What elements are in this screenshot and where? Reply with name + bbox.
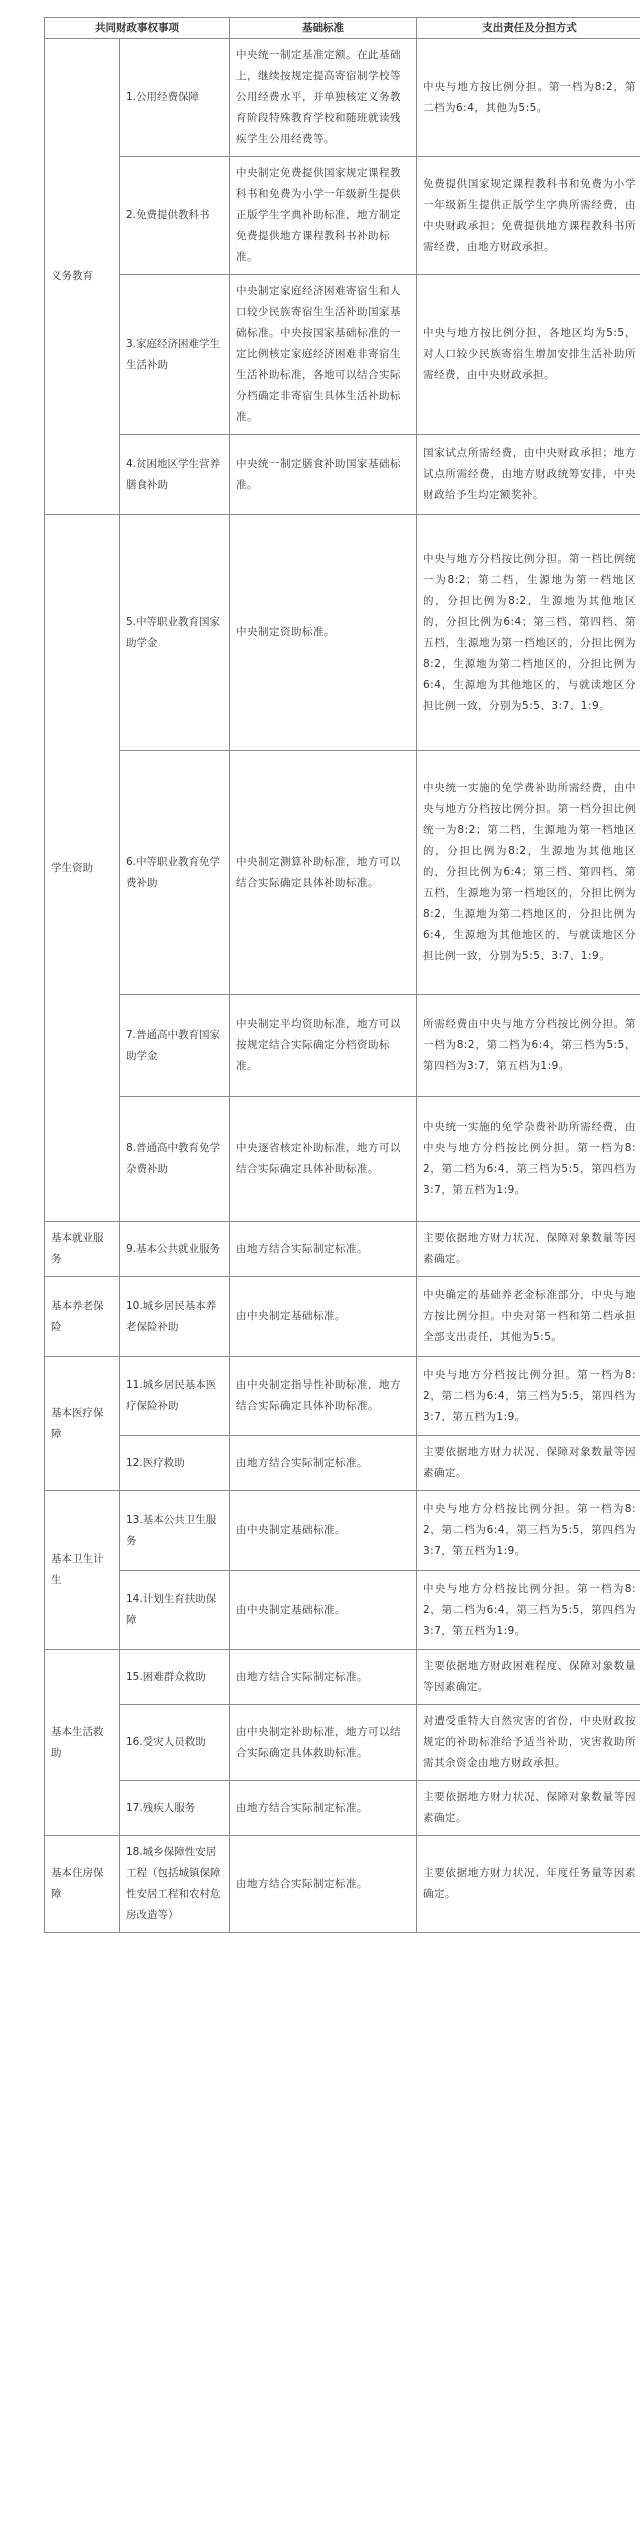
responsibility-cell: 主要依据地方财力状况、保障对象数量等因素确定。 <box>417 1222 640 1277</box>
item-cell: 18.城乡保障性安居工程（包括城镇保障性安居工程和农村危房改造等） <box>120 1836 230 1933</box>
item-cell: 6.中等职业教育免学费补助 <box>120 751 230 995</box>
item-cell: 10.城乡居民基本养老保险补助 <box>120 1277 230 1357</box>
category-cell: 基本生活救助 <box>45 1650 120 1836</box>
standard-cell: 中央制定家庭经济困难寄宿生和人口较少民族寄宿生生活补助国家基础标准。中央按国家基础标准的一定比例核定家庭经济困难非寄宿生生活补助标准，各地可以结合实际分档确定非寄宿生具体生活补助标准。 <box>230 275 417 435</box>
item-cell: 7.普通高中教育国家助学金 <box>120 995 230 1097</box>
category-cell: 基本医疗保障 <box>45 1357 120 1491</box>
table-row <box>45 515 640 751</box>
table-row <box>45 1436 640 1491</box>
responsibility-cell: 免费提供国家规定课程教科书和免费为小学一年级新生提供正版学生字典所需经费，由中央财政承担；免费提供地方课程教科书所需经费，由地方财政承担。 <box>417 157 640 275</box>
item-cell: 17.残疾人服务 <box>120 1781 230 1836</box>
category-cell: 义务教育 <box>45 39 120 515</box>
standard-cell: 由地方结合实际制定标准。 <box>230 1222 417 1277</box>
table-row <box>45 435 640 515</box>
table-row <box>45 157 640 275</box>
standard-cell: 由中央制定基础标准。 <box>230 1277 417 1357</box>
standard-cell: 中央统一制定基准定额。在此基础上，继续按规定提高寄宿制学校等公用经费水平，并单独核定义务教育阶段特殊教育学校和随班就读残疾学生公用经费等。 <box>230 39 417 157</box>
table-row <box>45 1836 640 1933</box>
table-row <box>45 751 640 995</box>
responsibility-cell: 所需经费由中央与地方分档按比例分担。第一档为8:2，第二档为6:4，第三档为5:5，第四档为3:7，第五档为1:9。 <box>417 995 640 1097</box>
standard-cell: 由中央制定指导性补助标准，地方结合实际确定具体补助标准。 <box>230 1357 417 1436</box>
item-cell: 9.基本公共就业服务 <box>120 1222 230 1277</box>
table-row <box>45 1491 640 1571</box>
table-row <box>45 1650 640 1705</box>
category-cell: 基本养老保险 <box>45 1277 120 1357</box>
table-row <box>45 39 640 157</box>
item-cell: 2.免费提供教科书 <box>120 157 230 275</box>
responsibility-cell: 中央与地方分档按比例分担。第一档为8:2，第二档为6:4，第三档为5:5，第四档为3:7，第五档为1:9。 <box>417 1491 640 1571</box>
table-row <box>45 1357 640 1436</box>
table-row <box>45 1571 640 1650</box>
responsibility-cell: 主要依据地方财力状况、年度任务量等因素确定。 <box>417 1836 640 1933</box>
standard-cell: 由地方结合实际制定标准。 <box>230 1781 417 1836</box>
item-cell: 16.受灾人员救助 <box>120 1705 230 1781</box>
standard-cell: 由中央制定基础标准。 <box>230 1491 417 1571</box>
responsibility-cell: 中央统一实施的免学费补助所需经费，由中央与地方分档按比例分担。第一档分担比例统一为8:2；第二档，生源地为第一档地区的，分担比例为8:2，生源地为其他地区的，分担比例为6:4；第三档、第四档、第五档，生源地为第一档地区的，分担比例为8:2，生源地为第二档地区的，分担比例为6:4，生源地为其他地区的，与就读地区分担比例一致，分别为5:5、3:7、1:9。 <box>417 751 640 995</box>
standard-cell: 由中央制定补助标准，地方可以结合实际确定具体救助标准。 <box>230 1705 417 1781</box>
item-cell: 14.计划生育扶助保障 <box>120 1571 230 1650</box>
standard-cell: 中央逐省核定补助标准，地方可以结合实际确定具体补助标准。 <box>230 1097 417 1222</box>
category-cell: 学生资助 <box>45 515 120 1222</box>
table-row <box>45 275 640 435</box>
item-cell: 11.城乡居民基本医疗保险补助 <box>120 1357 230 1436</box>
standard-cell: 中央制定免费提供国家规定课程教科书和免费为小学一年级新生提供正版学生字典补助标准，地方制定免费提供地方课程教科书补助标准。 <box>230 157 417 275</box>
standard-cell: 中央统一制定膳食补助国家基础标准。 <box>230 435 417 515</box>
item-cell: 1.公用经费保障 <box>120 39 230 157</box>
table-row <box>45 1097 640 1222</box>
shared-fiscal-powers-table <box>44 17 640 1933</box>
table-row <box>45 995 640 1097</box>
header-standard: 基础标准 <box>230 18 417 39</box>
responsibility-cell: 中央与地方分档按比例分担。第一档为8:2，第二档为6:4，第三档为5:5，第四档为3:7，第五档为1:9。 <box>417 1357 640 1436</box>
responsibility-cell: 中央与地方按比例分担。第一档为8:2，第二档为6:4，其他为5:5。 <box>417 39 640 157</box>
responsibility-cell: 中央统一实施的免学杂费补助所需经费，由中央与地方分档按比例分担。第一档为8:2，第二档为6:4，第三档为5:5，第四档为3:7，第五档为1:9。 <box>417 1097 640 1222</box>
item-cell: 12.医疗救助 <box>120 1436 230 1491</box>
item-cell: 8.普通高中教育免学杂费补助 <box>120 1097 230 1222</box>
table-row <box>45 1277 640 1357</box>
item-cell: 5.中等职业教育国家助学金 <box>120 515 230 751</box>
responsibility-cell: 国家试点所需经费，由中央财政承担；地方试点所需经费，由地方财政统筹安排，中央财政给予生均定额奖补。 <box>417 435 640 515</box>
header-row <box>45 18 640 39</box>
item-cell: 3.家庭经济困难学生生活补助 <box>120 275 230 435</box>
header-matter: 共同财政事权事项 <box>45 18 230 39</box>
table-row <box>45 1222 640 1277</box>
responsibility-cell: 主要依据地方财力状况、保障对象数量等因素确定。 <box>417 1781 640 1836</box>
responsibility-cell: 主要依据地方财政困难程度、保障对象数量等因素确定。 <box>417 1650 640 1705</box>
category-cell: 基本住房保障 <box>45 1836 120 1933</box>
standard-cell: 由中央制定基础标准。 <box>230 1571 417 1650</box>
category-cell: 基本卫生计生 <box>45 1491 120 1650</box>
responsibility-cell: 主要依据地方财力状况、保障对象数量等因素确定。 <box>417 1436 640 1491</box>
standard-cell: 由地方结合实际制定标准。 <box>230 1650 417 1705</box>
standard-cell: 中央制定平均资助标准，地方可以按规定结合实际确定分档资助标准。 <box>230 995 417 1097</box>
item-cell: 13.基本公共卫生服务 <box>120 1491 230 1571</box>
item-cell: 15.困难群众救助 <box>120 1650 230 1705</box>
item-cell: 4.贫困地区学生营养膳食补助 <box>120 435 230 515</box>
standard-cell: 由地方结合实际制定标准。 <box>230 1436 417 1491</box>
responsibility-cell: 中央确定的基础养老金标准部分，中央与地方按比例分担。中央对第一档和第二档承担全部支出责任，其他为5:5。 <box>417 1277 640 1357</box>
responsibility-cell: 中央与地方按比例分担，各地区均为5:5，对人口较少民族寄宿生增加安排生活补助所需经费，由中央财政承担。 <box>417 275 640 435</box>
standard-cell: 中央制定资助标准。 <box>230 515 417 751</box>
table-row <box>45 1705 640 1781</box>
responsibility-cell: 对遭受重特大自然灾害的省份，中央财政按规定的补助标准给予适当补助，灾害救助所需其余资金由地方财政承担。 <box>417 1705 640 1781</box>
standard-cell: 由地方结合实际制定标准。 <box>230 1836 417 1933</box>
category-cell: 基本就业服务 <box>45 1222 120 1277</box>
table-body <box>45 39 640 1933</box>
standard-cell: 中央制定测算补助标准，地方可以结合实际确定具体补助标准。 <box>230 751 417 995</box>
table-row <box>45 1781 640 1836</box>
responsibility-cell: 中央与地方分档按比例分担。第一档比例统一为8:2；第二档，生源地为第一档地区的，分担比例为8:2，生源地为其他地区的，分担比例为6:4；第三档、第四档、第五档，生源地为第一档地区的，分担比例为8:2，生源地为第二档地区的，分担比例为6:4，生源地为其他地区的，与就读地区分担比例一致，分别为5:5、3:7、1:9。 <box>417 515 640 751</box>
fiscal-responsibility-sheet <box>44 17 640 1933</box>
responsibility-cell: 中央与地方分档按比例分担。第一档为8:2，第二档为6:4，第三档为5:5，第四档为3:7，第五档为1:9。 <box>417 1571 640 1650</box>
header-responsibility: 支出责任及分担方式 <box>417 18 640 39</box>
